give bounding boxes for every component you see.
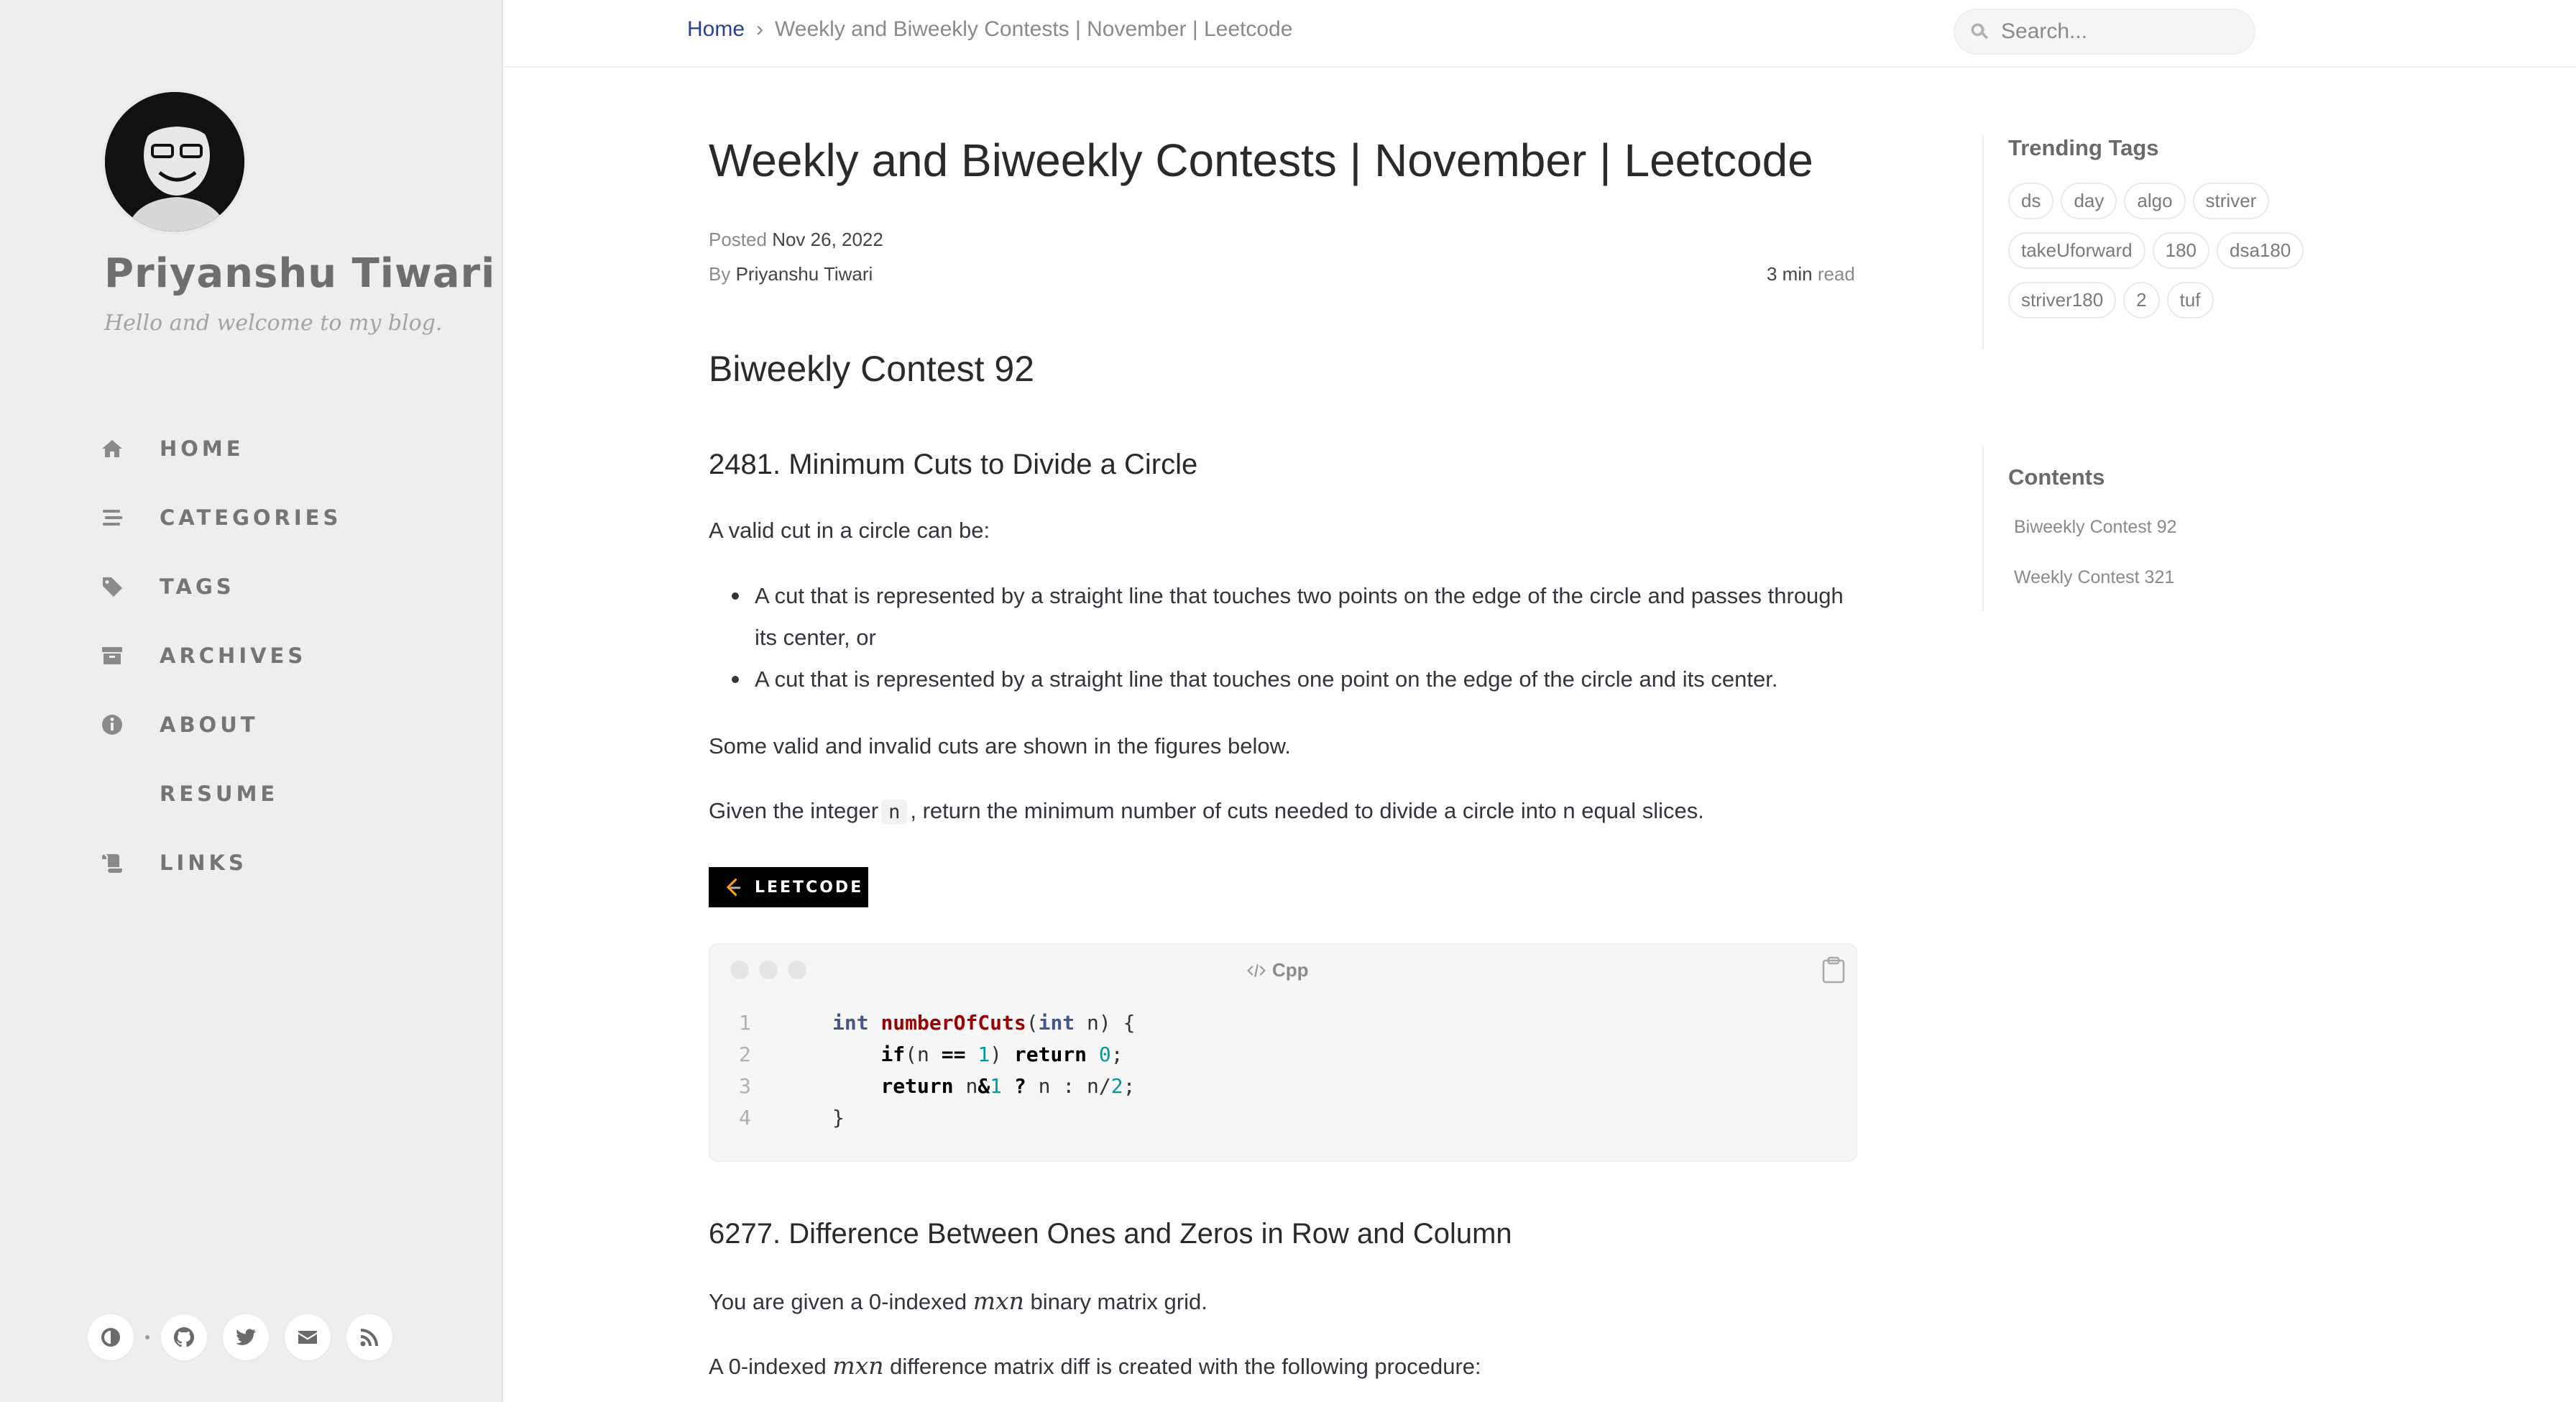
- avatar[interactable]: [105, 92, 244, 232]
- math-mxn: mxn: [832, 1352, 884, 1380]
- toc-item-biweekly-92[interactable]: Biweekly Contest 92: [2014, 517, 2177, 537]
- post-author[interactable]: Priyanshu Tiwari: [735, 263, 873, 285]
- code-token: n : n/: [1038, 1074, 1111, 1098]
- toc-panel: [1982, 446, 2327, 611]
- code-token: return: [880, 1074, 954, 1098]
- site-subtitle: Hello and welcome to my blog.: [104, 311, 443, 336]
- p4-before: You are given a 0-indexed: [709, 1289, 967, 1314]
- code-token: n) {: [1075, 1011, 1136, 1035]
- nav-archives-label: ARCHIVES: [160, 643, 307, 668]
- nav-tags[interactable]: [101, 565, 474, 608]
- code-icon: [1246, 961, 1266, 981]
- code-token: ): [990, 1043, 1014, 1066]
- code-line-4: [739, 1106, 845, 1137]
- p5-after: difference matrix diff is created with the following procedure:: [890, 1354, 1481, 1379]
- code-token: [1087, 1043, 1099, 1066]
- search-icon: [1969, 22, 1990, 42]
- window-dot: [759, 961, 778, 979]
- tag-striver[interactable]: striver: [2193, 183, 2270, 219]
- tag-cloud: [2008, 183, 2339, 331]
- code-token: (n: [905, 1043, 942, 1066]
- line-number: 3: [739, 1074, 751, 1098]
- bullet1-line1: A cut that is represented by a straight line that touches two points on the edge of the circle and passes through: [755, 583, 1844, 608]
- tag-row: [2008, 232, 2339, 282]
- posted-date[interactable]: Nov 26, 2022: [772, 229, 883, 250]
- code-language-text: Cpp: [1272, 959, 1309, 981]
- code-token: 2: [1110, 1074, 1123, 1098]
- read-label: read: [1817, 263, 1855, 285]
- read-minutes: 3 min: [1767, 263, 1813, 285]
- toc-item-weekly-321[interactable]: Weekly Contest 321: [2014, 567, 2175, 587]
- tag-icon: [101, 572, 129, 601]
- paragraph-binary-matrix: [709, 1287, 1208, 1315]
- p5-before: A 0-indexed: [709, 1354, 827, 1379]
- tag-row: [2008, 282, 2339, 331]
- list-item: [709, 659, 1859, 700]
- code-token: int: [1038, 1011, 1075, 1035]
- code-token: [965, 1043, 978, 1066]
- info-circle-icon: [101, 710, 129, 739]
- avatar-portrait-icon: [105, 92, 244, 232]
- stream-icon: [101, 503, 129, 532]
- p4-after: binary matrix grid.: [1030, 1289, 1208, 1314]
- code-token: int: [832, 1011, 869, 1035]
- code-token: ;: [1123, 1074, 1136, 1098]
- problem-heading-2481: 2481. Minimum Cuts to Divide a Circle: [709, 449, 1198, 480]
- search-box[interactable]: [1954, 9, 2255, 55]
- read-time: [1767, 263, 1855, 285]
- nav-tags-label: TAGS: [160, 574, 235, 599]
- tag-day[interactable]: day: [2061, 183, 2117, 219]
- contents-heading: Contents: [2008, 464, 2105, 490]
- theme-toggle-icon: [99, 1326, 122, 1349]
- tag-dsa180[interactable]: dsa180: [2217, 232, 2304, 269]
- topbar: [505, 0, 2576, 68]
- nav-about[interactable]: [101, 703, 474, 746]
- line-number: 1: [739, 1011, 751, 1035]
- tag-takeuforward[interactable]: takeUforward: [2008, 232, 2145, 269]
- paragraph-given-integer: [709, 798, 1704, 824]
- nav-links[interactable]: [101, 841, 474, 884]
- code-token: ==: [941, 1043, 966, 1066]
- bullet1-line2: its center, or: [755, 625, 876, 650]
- leetcode-icon: [723, 877, 743, 897]
- nav-resume-label: RESUME: [160, 782, 279, 806]
- code-token: ?: [1002, 1074, 1039, 1098]
- nav-archives[interactable]: [101, 634, 474, 677]
- trending-tags-panel: [1982, 135, 2327, 349]
- window-dot: [788, 961, 806, 979]
- email-button[interactable]: [285, 1314, 331, 1360]
- code-token: }: [832, 1106, 845, 1130]
- twitter-icon: [234, 1326, 257, 1349]
- copy-code-button[interactable]: [1821, 956, 1846, 984]
- tag-2[interactable]: 2: [2123, 282, 2159, 319]
- by-label: By: [709, 263, 731, 285]
- paragraph-valid-cut: A valid cut in a circle can be:: [709, 518, 990, 543]
- search-input[interactable]: [2000, 19, 2230, 45]
- cut-definition-list: [709, 575, 1859, 700]
- code-line-3: [739, 1074, 1135, 1106]
- github-button[interactable]: [161, 1314, 207, 1360]
- tag-tuf[interactable]: tuf: [2167, 282, 2214, 319]
- breadcrumb-separator: ›: [756, 17, 764, 41]
- code-token: 1: [978, 1043, 990, 1066]
- leetcode-badge-link[interactable]: [709, 867, 868, 907]
- math-mxn: mxn: [972, 1287, 1024, 1315]
- code-block: [709, 943, 1857, 1162]
- post-author-meta: [709, 263, 873, 285]
- rss-button[interactable]: [346, 1314, 392, 1360]
- code-token: n: [953, 1074, 978, 1098]
- window-dot: [730, 961, 749, 979]
- scroll-icon: [101, 848, 129, 877]
- toc-list: [2008, 502, 2327, 603]
- paragraph-figures: Some valid and invalid cuts are shown in the figures below.: [709, 733, 1291, 759]
- breadcrumb-current: Weekly and Biweekly Contests | November | Leetcode: [775, 17, 1293, 41]
- bullet2-text: A cut that is represented by a straight line that touches one point on the edge of the circle and its center.: [755, 666, 1778, 692]
- posted-label: Posted: [709, 229, 767, 250]
- leetcode-badge-label: LEETCODE: [755, 878, 864, 897]
- line-number: 4: [739, 1106, 751, 1130]
- breadcrumb: [687, 17, 1292, 42]
- tag-ds[interactable]: ds: [2008, 183, 2053, 219]
- theme-toggle-button[interactable]: [88, 1314, 134, 1360]
- code-line-2: [739, 1043, 1123, 1074]
- code-token: return: [1013, 1043, 1087, 1066]
- inline-code-n: n: [881, 799, 907, 825]
- breadcrumb-home-link[interactable]: Home: [687, 17, 745, 41]
- code-language-label: [1246, 959, 1309, 981]
- nav-resume[interactable]: [101, 772, 474, 815]
- sidebar: [0, 0, 503, 1402]
- code-token: (: [1026, 1011, 1039, 1035]
- code-token: numberOfCuts: [880, 1011, 1026, 1035]
- paragraph-difference-matrix: [709, 1352, 1481, 1380]
- section-heading-biweekly-92: Biweekly Contest 92: [709, 349, 1035, 389]
- code-token: if: [880, 1043, 906, 1066]
- tag-180[interactable]: 180: [2153, 232, 2209, 269]
- tag-algo[interactable]: algo: [2124, 183, 2185, 219]
- trending-tags-heading: Trending Tags: [2008, 135, 2159, 160]
- nav-links-label: LINKS: [160, 851, 247, 875]
- list-item: [709, 575, 1859, 659]
- nav-resume-spacer: [101, 779, 129, 808]
- tag-row: [2008, 183, 2339, 232]
- line-number: 2: [739, 1043, 751, 1066]
- tag-striver180[interactable]: striver180: [2008, 282, 2116, 319]
- nav-about-label: ABOUT: [160, 713, 259, 737]
- email-icon: [296, 1326, 319, 1349]
- p3-before: Given the integer: [709, 798, 879, 823]
- home-icon: [101, 434, 129, 463]
- twitter-button[interactable]: [223, 1314, 269, 1360]
- code-token: &: [978, 1074, 990, 1098]
- nav-categories[interactable]: [101, 496, 474, 539]
- clipboard-icon: [1821, 956, 1846, 984]
- github-icon: [172, 1326, 196, 1349]
- problem-heading-6277: 6277. Difference Between Ones and Zeros in Row and Column: [709, 1218, 1512, 1250]
- code-token: 1: [990, 1074, 1003, 1098]
- post-title: Weekly and Biweekly Contests | November | Leetcode: [709, 134, 1813, 186]
- nav-home-label: HOME: [160, 436, 244, 461]
- rss-icon: [358, 1326, 381, 1349]
- archive-icon: [101, 641, 129, 670]
- post-date-meta: [709, 229, 883, 251]
- code-line-1: [739, 1011, 1135, 1043]
- p3-after: , return the minimum number of cuts needed to divide a circle into n equal slices.: [910, 798, 1704, 823]
- code-token: ;: [1110, 1043, 1123, 1066]
- code-token: 0: [1098, 1043, 1111, 1066]
- sidebar-bottom-links: [88, 1313, 408, 1362]
- separator-dot: [145, 1335, 150, 1339]
- nav-categories-label: CATEGORIES: [160, 505, 342, 530]
- nav-home[interactable]: [101, 427, 474, 470]
- site-title[interactable]: Priyanshu Tiwari: [104, 250, 496, 297]
